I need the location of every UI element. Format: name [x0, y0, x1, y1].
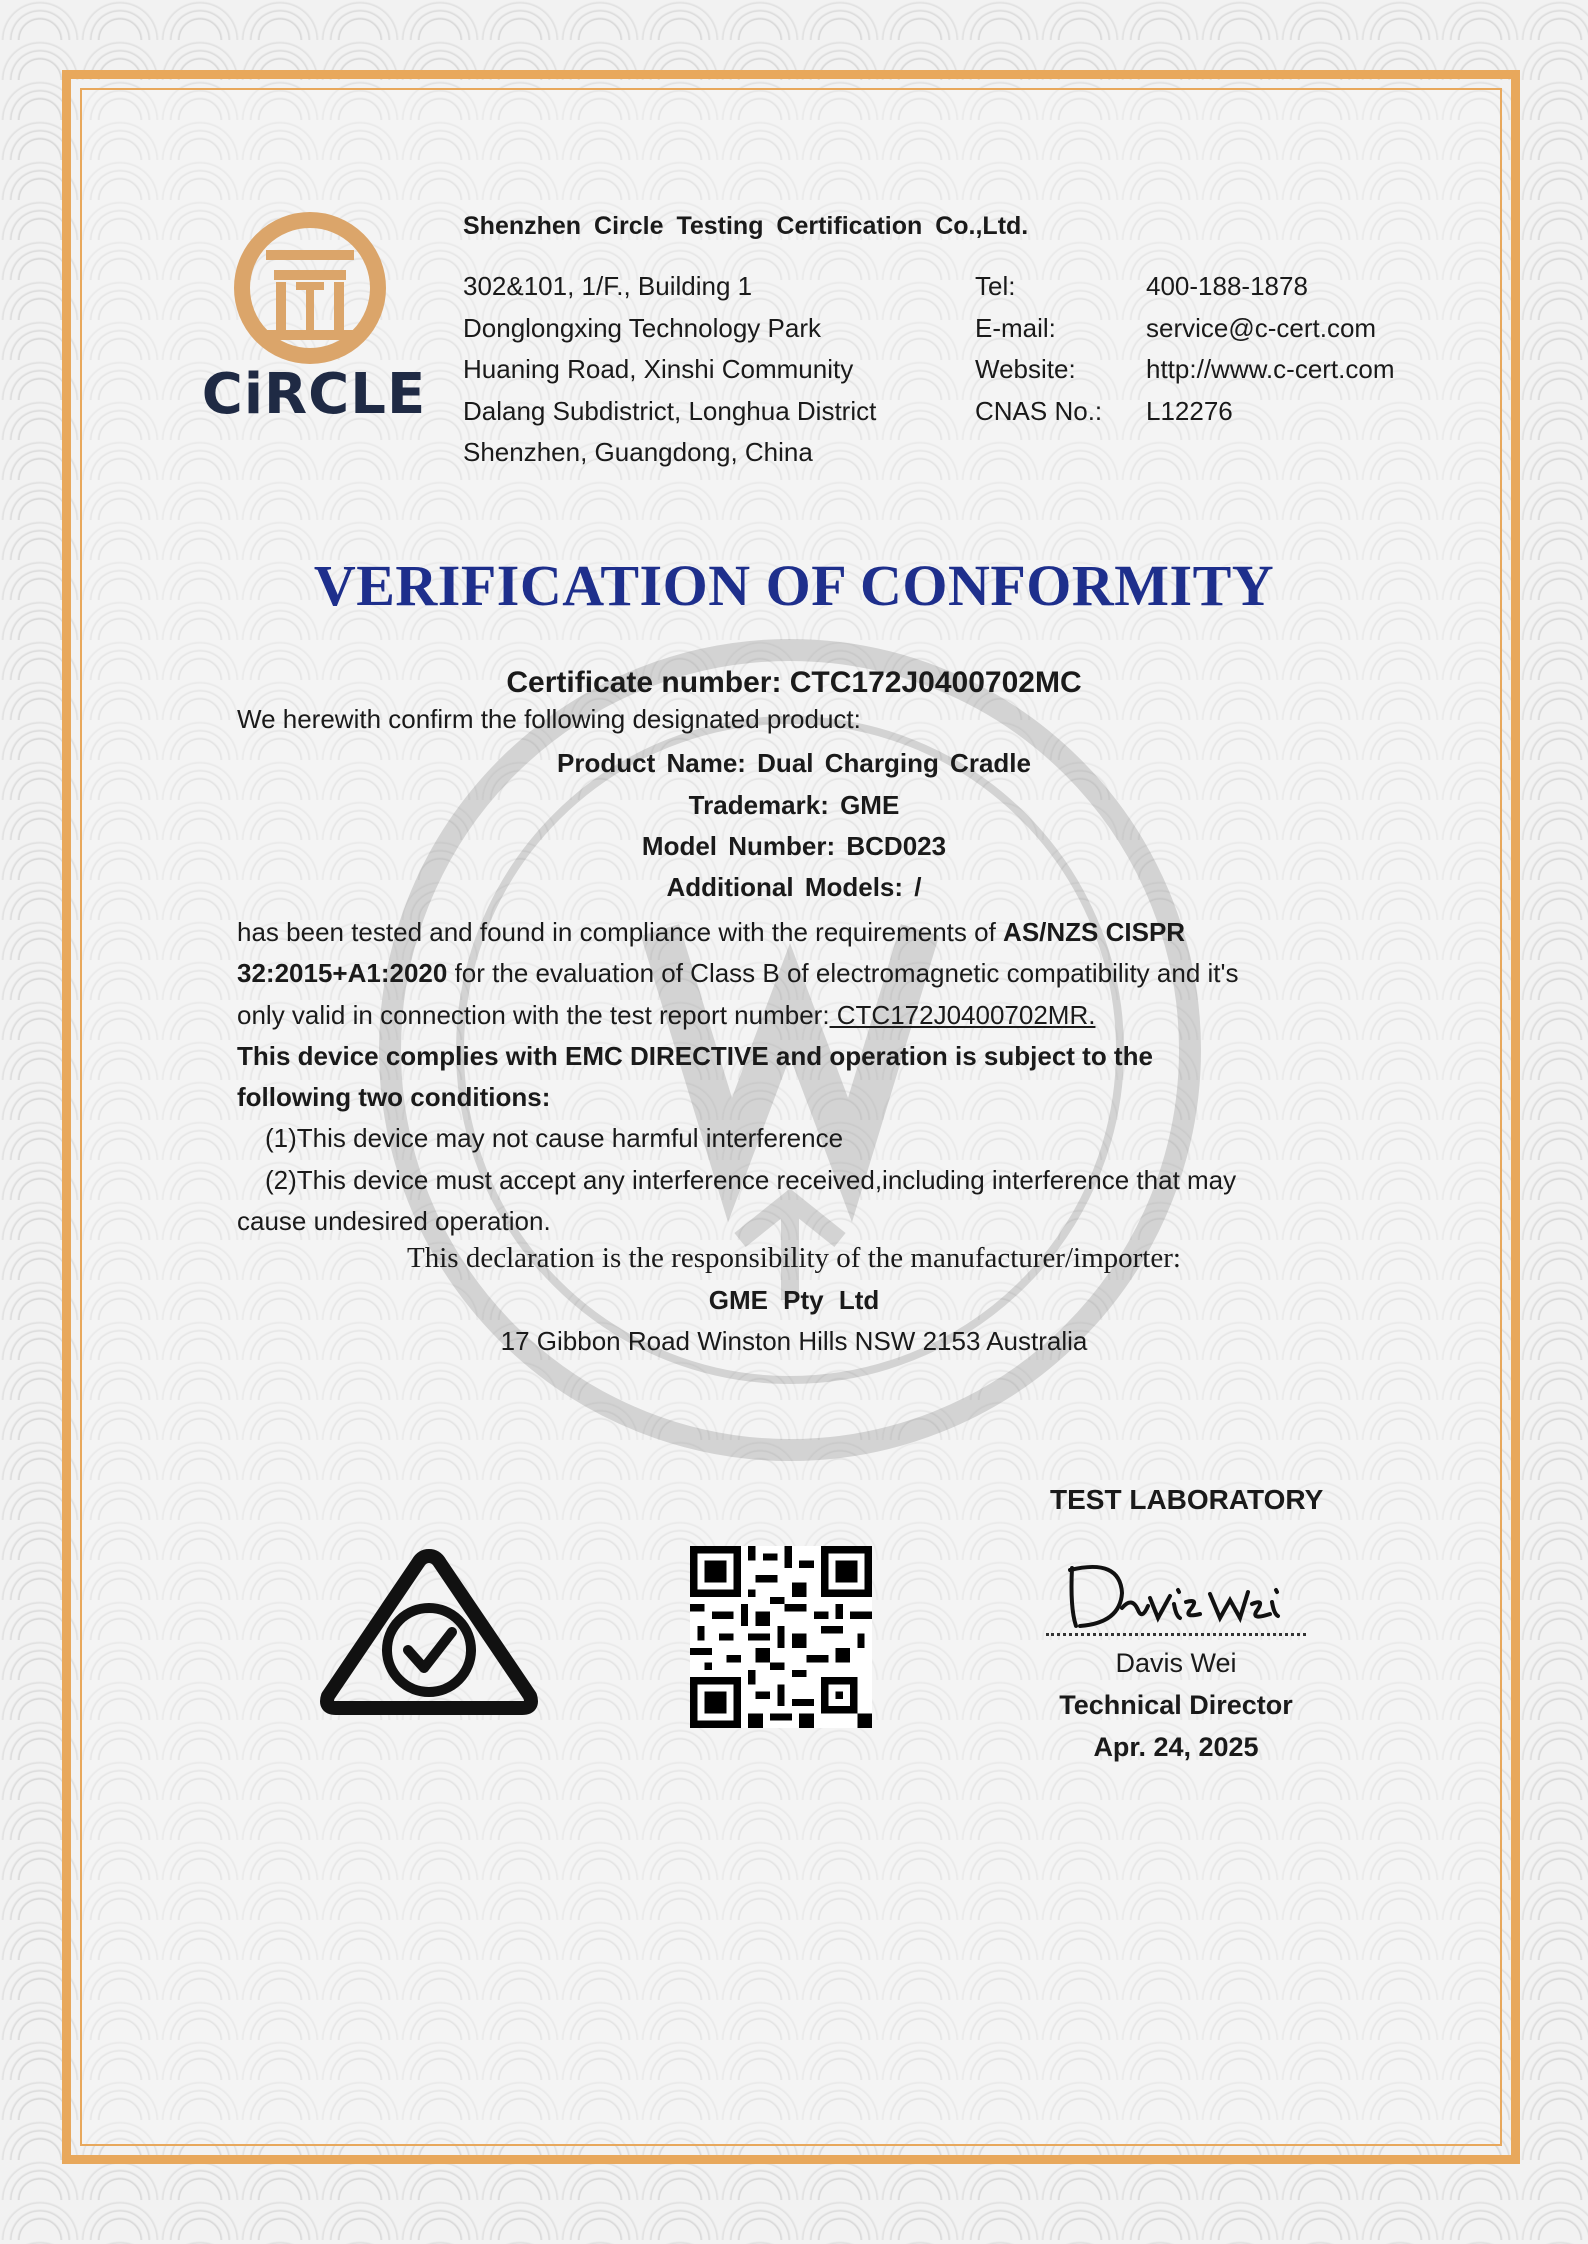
importer-address: 17 Gibbon Road Winston Hills NSW 2153 Australia	[500, 1326, 1088, 1356]
compliance-statement	[237, 912, 1357, 1242]
tel-label: Tel:	[975, 271, 1016, 301]
email-value: service@c-cert.com	[1146, 312, 1377, 343]
intro-text: We herewith confirm the following designated product:	[237, 704, 861, 734]
product-name: Product Name: Dual Charging Cradle	[557, 748, 1031, 778]
compliance-text: for the evaluation of Class B of electromagnetic compatibility and it's	[447, 958, 1239, 989]
condition-2: (2)This device must accept any interference received,including interference that may	[265, 1164, 1237, 1195]
importer-name: GME Pty Ltd	[708, 1285, 880, 1315]
test-laboratory-label: TEST LABORATORY	[1050, 1484, 1324, 1515]
report-number: CTC172J0400702MR.	[829, 999, 1096, 1030]
tel-value: 400-188-1878	[1146, 271, 1308, 301]
rcm-compliance-icon	[316, 1546, 542, 1718]
contact-values	[1146, 266, 1395, 432]
compliance-text: only valid in connection with the test report number:	[237, 999, 830, 1030]
address-line: Shenzhen, Guangdong, China	[463, 437, 813, 467]
company-address	[463, 266, 876, 474]
email-label: E-mail:	[975, 312, 1056, 343]
condition-2-continued: cause undesired operation.	[237, 1206, 551, 1237]
address-line: Huaning Road, Xinshi Community	[463, 354, 854, 384]
compliance-text: has been tested and found in compliance with the requirements of	[237, 917, 1004, 947]
directive-line: This device complies with EMC DIRECTIVE and operation is subject to the	[237, 1040, 1153, 1071]
certificate-title: VERIFICATION OF CONFORMITY	[313, 553, 1275, 618]
signer-name: Davis Wei	[1115, 1648, 1237, 1678]
standard-name: AS/NZS CISPR	[1003, 917, 1186, 947]
issue-date: Apr. 24, 2025	[1093, 1732, 1259, 1762]
directive-line: following two conditions:	[237, 1082, 551, 1113]
qr-code-icon[interactable]	[690, 1546, 872, 1728]
handwritten-signature	[1060, 1548, 1290, 1638]
contact-labels	[975, 266, 1102, 432]
declaration-text: This declaration is the responsibility of the manufacturer/importer:	[407, 1242, 1181, 1274]
standard-version: 32:2015+A1:2020	[237, 958, 448, 989]
condition-1: (1)This device may not cause harmful interference	[265, 1123, 844, 1154]
signature-line	[1046, 1633, 1306, 1636]
address-line: Dalang Subdistrict, Longhua District	[463, 395, 877, 426]
address-line: Donglongxing Technology Park	[463, 312, 821, 343]
cnas-value: L12276	[1146, 395, 1233, 426]
circle-logo-wordmark: CiRCLE	[201, 362, 427, 427]
cnas-label: CNAS No.:	[975, 395, 1103, 426]
address-line: 302&101, 1/F., Building 1	[463, 271, 753, 301]
signer-title: Technical Director	[1059, 1690, 1293, 1720]
model-number: Model Number: BCD023	[641, 831, 947, 861]
website-label: Website:	[975, 354, 1076, 384]
certificate-number: Certificate number: CTC172J0400702MC	[506, 666, 1082, 699]
website-value: http://www.c-cert.com	[1146, 354, 1395, 384]
company-name: Shenzhen Circle Testing Certification Co.,Ltd.	[463, 212, 1029, 240]
additional-models: Additional Models: /	[666, 872, 922, 902]
trademark: Trademark: GME	[688, 790, 900, 820]
